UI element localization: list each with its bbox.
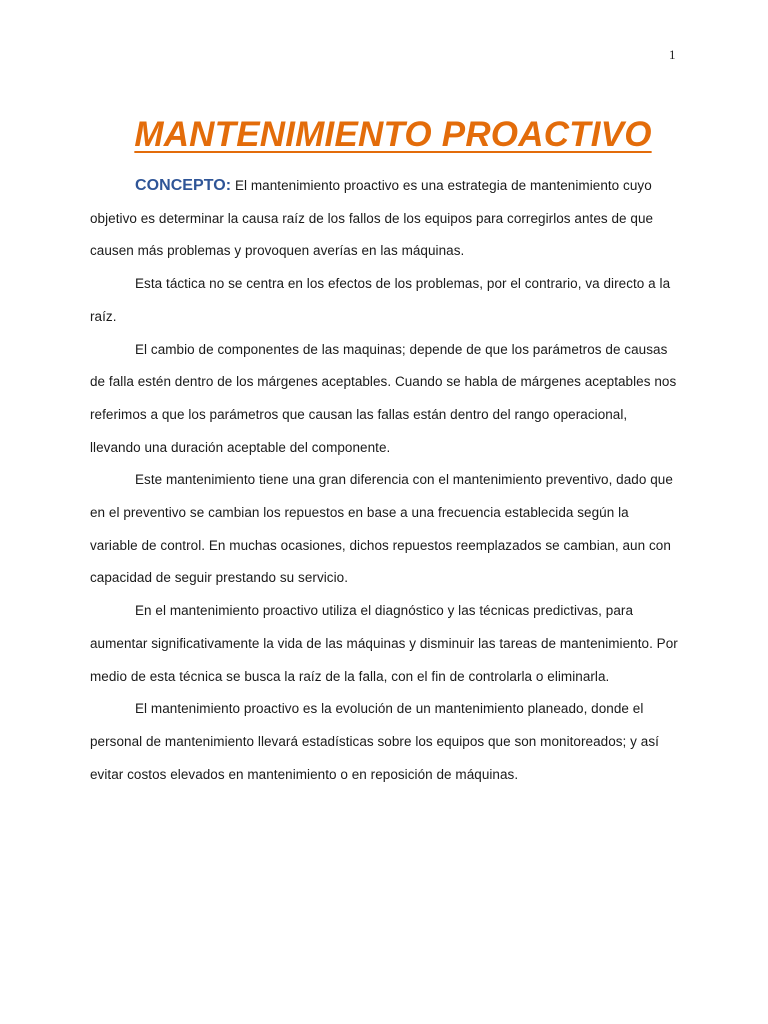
document-body <box>90 170 680 791</box>
page-number: 1 <box>669 47 676 62</box>
paragraph: En el mantenimiento proactivo utiliza el diagnóstico y las técnicas predictivas, para aumentar significativamente la vida de las máquinas y disminuir las tareas de mantenimiento. Por medio de esta técnica se busca la raíz de la falla, con el fin de controlarla o eliminarla. <box>90 603 678 684</box>
paragraph: Esta táctica no se centra en los efectos de los problemas, por el contrario, va directo a la raíz. <box>90 276 671 324</box>
concept-label: CONCEPTO: <box>135 177 232 194</box>
paragraph: Este mantenimiento tiene una gran diferencia con el mantenimiento preventivo, dado que en el preventivo se cambian los repuestos en base a una frecuencia establecida según la variable de control. En muchas ocasiones, dichos repuestos reemplazados se cambian, aun con capacidad de seguir prestando su servicio. <box>90 472 673 586</box>
paragraph-concept <box>90 170 680 268</box>
paragraph-text: El mantenimiento proactivo es una estrategia de mantenimiento cuyo objetivo es determinar la causa raíz de los fallos de los equipos para corregirlos antes de que causen más problemas y provoquen averías en las máquinas. <box>90 178 654 259</box>
paragraph: El mantenimiento proactivo es la evolución de un mantenimiento planeado, donde el personal de mantenimiento llevará estadísticas sobre los equipos que son monitoreados; y así evitar costos elevados en mantenimiento o en reposición de máquinas. <box>90 701 659 782</box>
document-title: MANTENIMIENTO PROACTIVO <box>134 115 652 155</box>
paragraph: El cambio de componentes de las maquinas; depende de que los parámetros de causas de falla estén dentro de los márgenes aceptables. Cuando se habla de márgenes aceptables nos referimos a que los parámetros que causan las fallas están dentro del rango operacional, llevando una duración aceptable del componente. <box>90 341 677 455</box>
